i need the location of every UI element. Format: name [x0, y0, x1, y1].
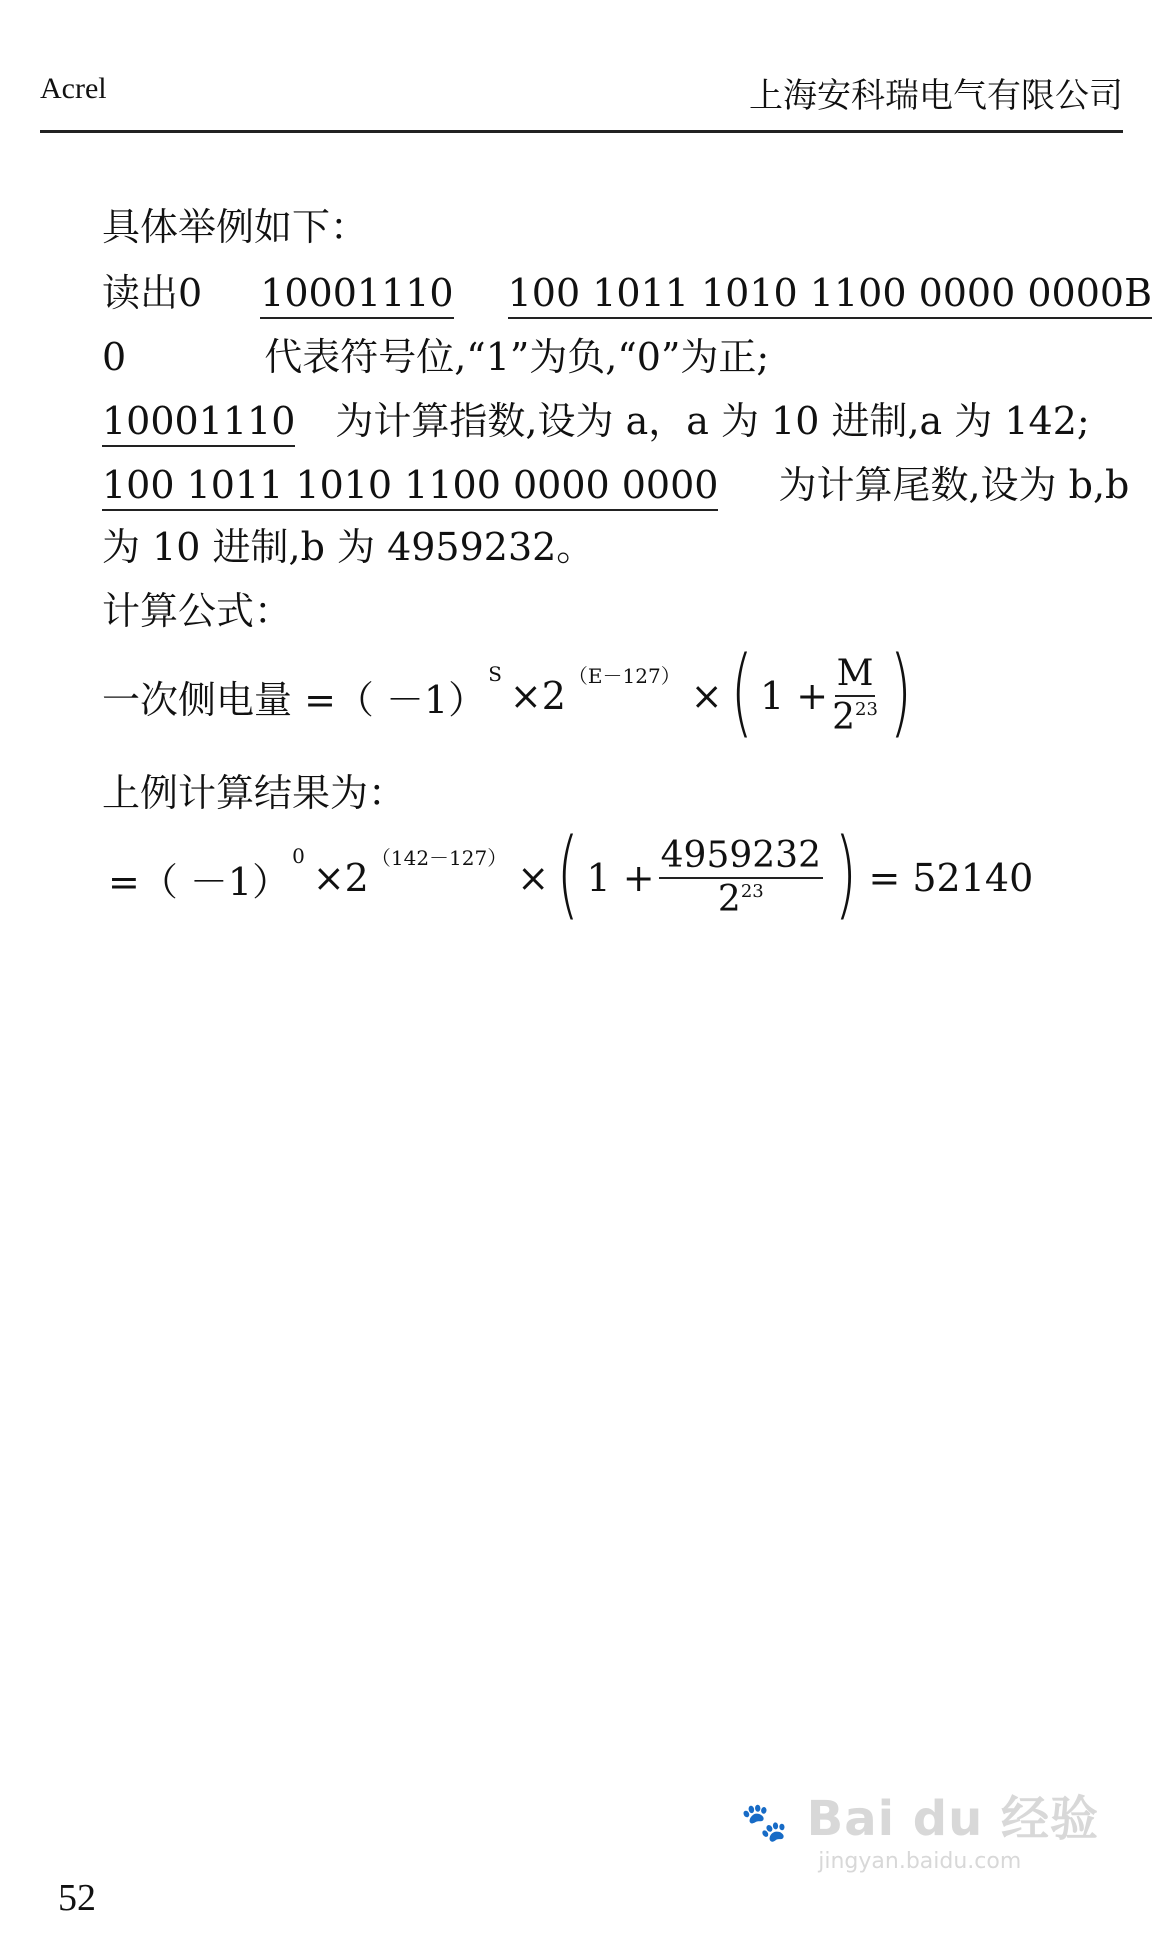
example-denominator: $2^{23}$: [717, 879, 764, 920]
exponent-line: [102, 390, 1090, 445]
mantissa-line: [102, 454, 1129, 509]
mantissa-description: 为计算尾数,设为 b,b: [778, 463, 1130, 507]
example-result: = 52140: [868, 856, 1034, 900]
example-lhs: =（ －1）: [108, 859, 291, 904]
formula-lhs: 一次侧电量 =（ －1）: [102, 677, 487, 722]
watermark: [741, 1780, 1099, 1874]
result-label: 上例计算结果为：: [102, 771, 407, 815]
example-numerator: 4959232: [659, 837, 823, 879]
formula-sign-exponent: S: [488, 662, 502, 686]
formula-one-plus: 1 +: [760, 674, 829, 718]
read-mantissa-bits: 100 1011 1010 1100 0000 0000B: [508, 271, 1152, 319]
formula-times: ×: [690, 674, 723, 718]
header-divider: [40, 130, 1123, 133]
formula-example: [108, 818, 1034, 930]
read-prefix: 读出0: [102, 271, 203, 315]
fraction-denominator: $2^{23}$: [832, 697, 878, 738]
watermark-logo: 🐾 Bai du 经验: [740, 1791, 1099, 1847]
exponent-description: 为计算指数,设为 a，a 为 10 进制,a 为 142;: [335, 399, 1090, 443]
example-times-two: ×2: [312, 856, 369, 900]
header-brand: Acrel: [40, 72, 107, 105]
read-line: [102, 262, 1152, 317]
left-paren: (: [730, 636, 753, 748]
sign-description: 代表符号位,“1”为负,“0”为正;: [264, 335, 770, 379]
intro-line: 具体举例如下：: [102, 205, 369, 249]
formula-general: [102, 636, 919, 748]
watermark-url: jingyan.baidu.com: [818, 1849, 1022, 1874]
right-paren: ): [889, 636, 912, 748]
sign-line: [102, 326, 769, 381]
formula-power: （E－127）: [567, 663, 681, 688]
example-left-paren: (: [556, 818, 580, 930]
header-company: 上海安科瑞电气有限公司: [749, 76, 1123, 116]
fraction-numerator: M: [835, 655, 876, 697]
paw-icon: 🐾: [740, 1800, 789, 1844]
example-power: （142－127）: [370, 845, 508, 870]
example-sign-exponent: 0: [292, 844, 305, 868]
formula-label: 计算公式：: [102, 589, 293, 633]
mantissa-value: 100 1011 1010 1100 0000 0000: [102, 463, 718, 511]
formula-times-two: ×2: [509, 674, 566, 718]
formula-fraction: [832, 655, 878, 737]
sign-value: 0: [102, 335, 127, 379]
example-right-paren: ): [834, 818, 857, 930]
example-one-plus: 1 +: [586, 856, 655, 900]
read-exponent-bits: 10001110: [260, 271, 453, 319]
exponent-value: 10001110: [102, 399, 295, 447]
example-times: ×: [517, 856, 550, 900]
page-number: 52: [58, 1877, 96, 1919]
mantissa-line-2: 为 10 进制,b 为 4959232。: [102, 525, 595, 569]
example-fraction: [659, 837, 823, 919]
